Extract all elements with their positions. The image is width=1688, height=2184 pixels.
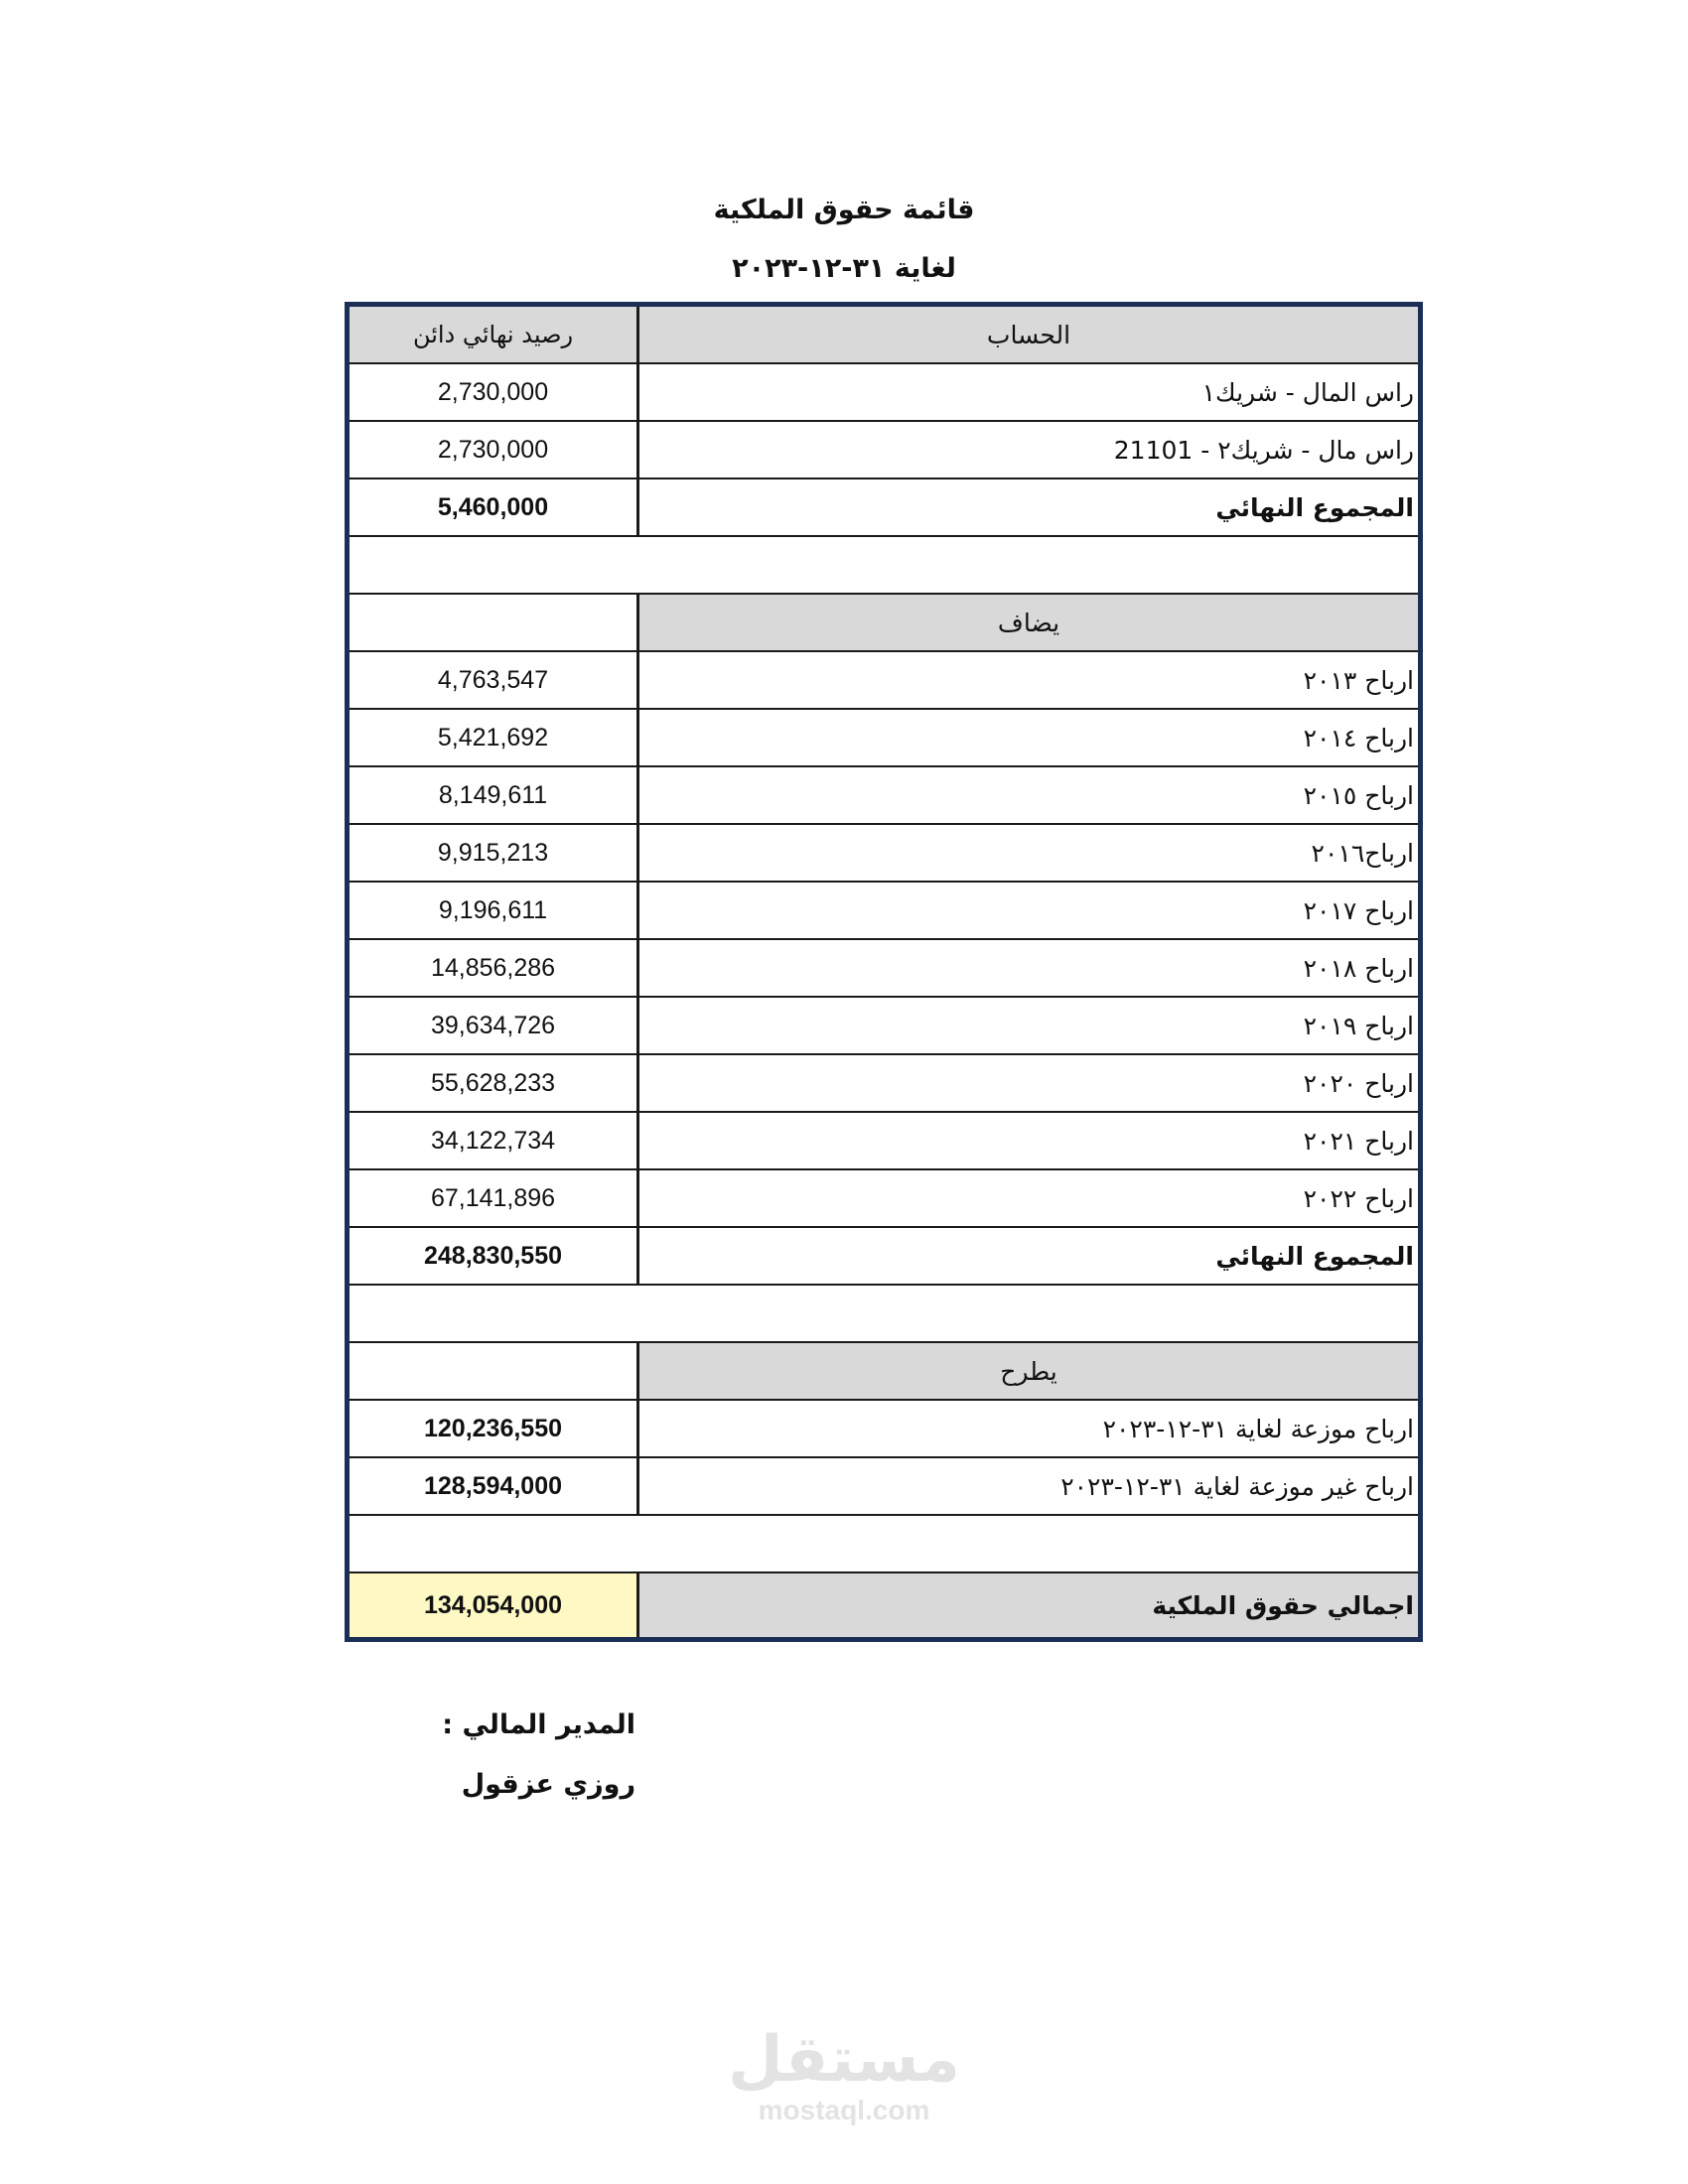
signature-role: المدير المالي : bbox=[442, 1709, 635, 1740]
table-row bbox=[350, 422, 1418, 479]
amount-cell: 14,856,286 bbox=[350, 940, 639, 996]
amount-cell: 8,149,611 bbox=[350, 767, 639, 823]
table-row bbox=[350, 1401, 1418, 1458]
amount-cell: 9,196,611 bbox=[350, 883, 639, 938]
amount-cell: 39,634,726 bbox=[350, 998, 639, 1053]
account-cell: ارباح غير موزعة لغاية ٣١-١٢-٢٠٢٣ bbox=[1060, 1471, 1414, 1501]
subtract-section-label: يطرح bbox=[639, 1343, 1418, 1399]
table-row bbox=[350, 364, 1418, 422]
account-cell: المجموع النهائي bbox=[1215, 1241, 1414, 1271]
signature-name: روزي عزقول bbox=[461, 1769, 635, 1800]
account-cell: ارباح ٢٠١٨ bbox=[1303, 953, 1414, 983]
amount-cell: 128,594,000 bbox=[350, 1458, 639, 1514]
table-row bbox=[350, 998, 1418, 1055]
table-row bbox=[350, 710, 1418, 767]
grand-total-amount: 134,054,000 bbox=[350, 1573, 639, 1637]
account-cell: ارباح ٢٠٢١ bbox=[1303, 1126, 1414, 1156]
column-header-amount: رصيد نهائي دائن bbox=[350, 307, 639, 362]
amount-cell: 34,122,734 bbox=[350, 1113, 639, 1168]
table-row bbox=[350, 767, 1418, 825]
account-cell: ارباح ٢٠١٤ bbox=[1303, 723, 1414, 752]
table-row bbox=[350, 1170, 1418, 1228]
amount-cell: 2,730,000 bbox=[350, 364, 639, 420]
watermark-arabic: مستقل bbox=[727, 2023, 961, 2097]
account-cell: ارباح ٢٠١٥ bbox=[1303, 780, 1414, 810]
account-cell: المجموع النهائي bbox=[1215, 492, 1414, 522]
amount-cell: 55,628,233 bbox=[350, 1055, 639, 1111]
subtract-section-row bbox=[350, 1343, 1418, 1401]
amount-cell: 248,830,550 bbox=[350, 1228, 639, 1284]
add-section-row bbox=[350, 595, 1418, 652]
account-cell: ارباح ٢٠٢٠ bbox=[1303, 1068, 1414, 1098]
amount-cell: 120,236,550 bbox=[350, 1401, 639, 1456]
account-cell: ارباح ٢٠١٩ bbox=[1303, 1011, 1414, 1040]
table-row bbox=[350, 940, 1418, 998]
account-cell: ارباح ٢٠١٣ bbox=[1303, 665, 1414, 695]
add-section-label: يضاف bbox=[639, 595, 1418, 650]
amount-cell: 5,421,692 bbox=[350, 710, 639, 765]
watermark-latin: mostaql.com bbox=[758, 2095, 930, 2125]
amount-cell bbox=[350, 595, 639, 650]
capital-total-row bbox=[350, 479, 1418, 537]
mostaql-watermark bbox=[695, 2025, 993, 2126]
blank-row bbox=[350, 1286, 1418, 1343]
amount-cell bbox=[350, 1343, 639, 1399]
header-row bbox=[350, 307, 1418, 364]
statement-title: قائمة حقوق الملكية bbox=[713, 195, 975, 225]
account-cell: ارباح ٢٠١٧ bbox=[1303, 895, 1414, 925]
grand-total-row bbox=[350, 1573, 1418, 1637]
amount-cell: 9,915,213 bbox=[350, 825, 639, 881]
account-cell: ارباح موزعة لغاية ٣١-١٢-٢٠٢٣ bbox=[1102, 1414, 1414, 1443]
table-row bbox=[350, 1055, 1418, 1113]
account-cell: ارباح٢٠١٦ bbox=[1311, 838, 1414, 868]
account-cell: ارباح ٢٠٢٢ bbox=[1303, 1183, 1414, 1213]
table-row bbox=[350, 1113, 1418, 1170]
account-cell: راس مال - شريك٢ - 21101 bbox=[1113, 435, 1414, 465]
amount-cell: 5,460,000 bbox=[350, 479, 639, 535]
amount-cell: 2,730,000 bbox=[350, 422, 639, 478]
table-row bbox=[350, 825, 1418, 883]
grand-total-label: اجمالي حقوق الملكية bbox=[639, 1573, 1418, 1637]
table-row bbox=[350, 883, 1418, 940]
amount-cell: 67,141,896 bbox=[350, 1170, 639, 1226]
statement-date: لغاية ٣١-١٢-٢٠٢٣ bbox=[732, 253, 956, 284]
amount-cell: 4,763,547 bbox=[350, 652, 639, 708]
blank-row bbox=[350, 537, 1418, 595]
account-cell: راس المال - شريك١ bbox=[1201, 377, 1414, 407]
blank-row bbox=[350, 1516, 1418, 1573]
column-header-account: الحساب bbox=[639, 307, 1418, 362]
equity-statement-table bbox=[345, 302, 1423, 1642]
table-row bbox=[350, 1458, 1418, 1516]
profit-total-row bbox=[350, 1228, 1418, 1286]
table-row bbox=[350, 652, 1418, 710]
